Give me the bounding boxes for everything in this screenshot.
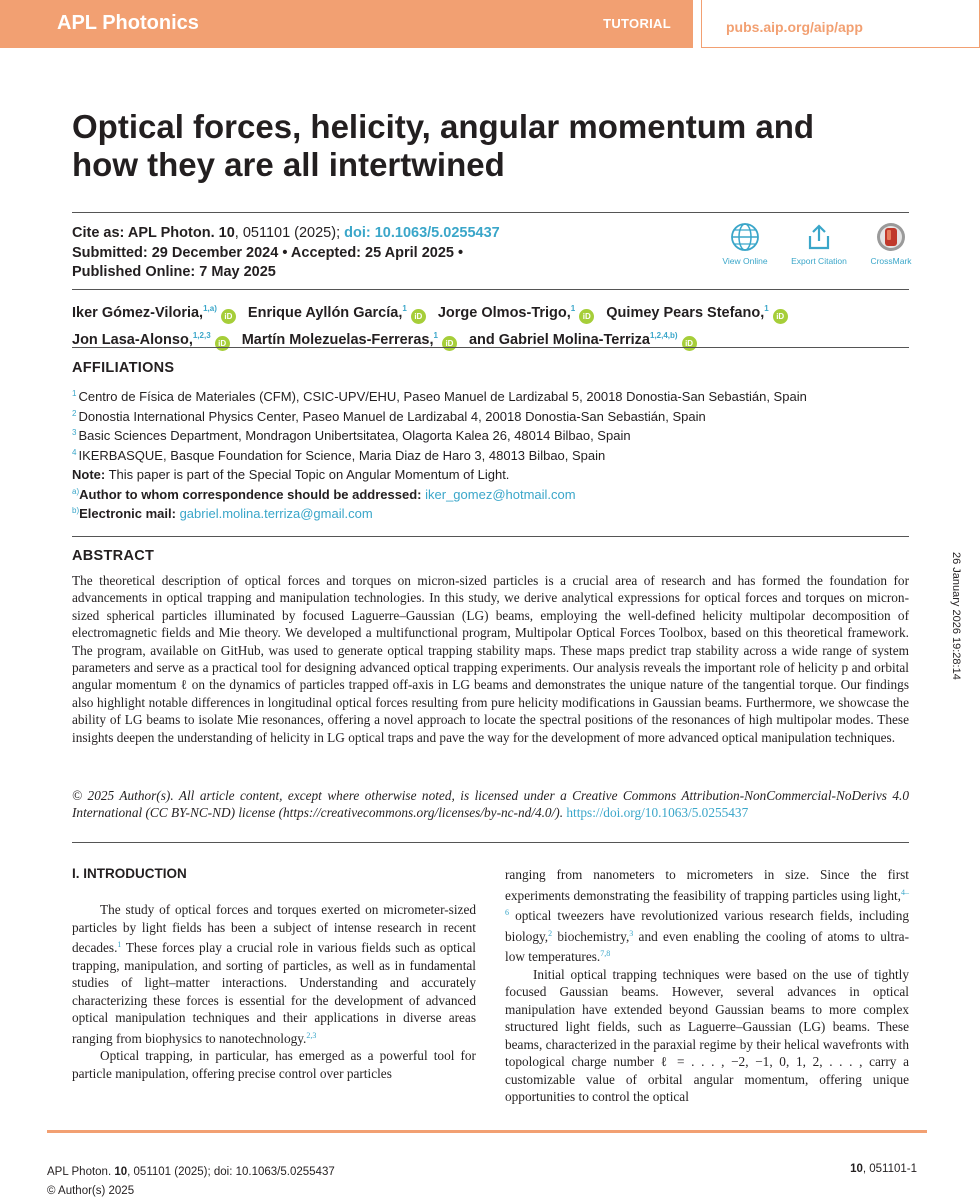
affiliation-text: Centro de Física de Materiales (CFM), CSIC-UPV/EHU, Paseo Manuel de Lardizabal 5, 20018 Donostia-San Sebastián, Spain	[78, 389, 807, 404]
orcid-icon[interactable]: iD	[682, 336, 697, 351]
paragraph	[72, 901, 476, 1047]
affiliation-item	[72, 386, 909, 406]
paragraph: Optical trapping, in particular, has emerged as a powerful tool for particle manipulation, offering precise control over particles	[72, 1048, 476, 1081]
author-affiliation-sup: 1,a)	[203, 304, 217, 313]
footer-page-volume: 10	[850, 1163, 863, 1175]
license-statement	[72, 787, 909, 822]
author-name[interactable]: Quimey Pears Stefano,	[606, 305, 765, 321]
dates-line-1: Submitted: 29 December 2024 • Accepted: 25 April 2025 •	[72, 244, 464, 261]
affiliation-text: Basic Sciences Department, Mondragon Unibertsitatea, Olagorta Kalea 26, 48014 Bilbao, Spain	[78, 428, 631, 444]
dates-line-2: Published Online: 7 May 2025	[72, 264, 276, 280]
orcid-icon[interactable]: iD	[215, 336, 230, 351]
author	[72, 305, 236, 321]
footer-citation-b: , 051101 (2025); doi: 10.1063/5.0255437	[127, 1166, 335, 1178]
orcid-icon[interactable]: iD	[442, 336, 457, 351]
author-name[interactable]: Iker Gómez-Viloria,	[72, 305, 204, 321]
special-topic-note	[72, 467, 909, 484]
author-name[interactable]: and Gabriel Molina-Terriza	[468, 331, 650, 348]
paragraph-text: optical tweezers have revolutionized various research fields, including biology,	[505, 908, 909, 944]
paragraph-text: biochemistry,	[552, 928, 630, 944]
author	[606, 305, 787, 321]
cite-rest: , 051101 (2025);	[234, 225, 345, 241]
divider	[72, 289, 909, 290]
globe-icon	[730, 222, 760, 252]
author	[469, 332, 697, 348]
journal-name[interactable]: APL Photonics	[57, 12, 199, 34]
section-heading: I. INTRODUCTION	[72, 866, 187, 881]
download-date-stamp: 26 January 2026 19:28:14	[950, 552, 962, 680]
paragraph-text: The study of optical forces and torques exerted on micrometer-sized particles by light fields has been a subject of intense research in recent decades.	[72, 902, 476, 955]
affiliation-item	[72, 406, 909, 426]
footer-citation-a: APL Photon.	[47, 1166, 115, 1178]
paragraph-text: ranging from nanometers to micrometers in size. Since the first experiments demonstrating the feasibility of trapping particles using light,	[505, 867, 909, 903]
correspondence-sup: a)	[72, 486, 80, 496]
divider	[72, 536, 909, 537]
correspondence-label: Author to whom correspondence should be addressed:	[79, 486, 422, 502]
author-affiliation-sup: 1,2,3	[192, 330, 211, 340]
author-affiliation-sup: 1,2,4,b)	[650, 330, 678, 340]
crossmark-icon	[876, 222, 906, 252]
footer-rule	[47, 1130, 927, 1133]
abstract-heading: ABSTRACT	[72, 548, 155, 564]
affiliation-item	[72, 425, 909, 445]
view-online-button[interactable]	[710, 222, 780, 266]
author	[248, 305, 426, 321]
reference-link[interactable]: 3	[629, 928, 634, 938]
author	[242, 332, 457, 348]
cite-label: Cite as: APL Photon.	[72, 225, 219, 241]
journal-url-link[interactable]: pubs.aip.org/aip/app	[726, 19, 863, 35]
author-affiliation-sup: 1	[764, 304, 769, 313]
footer-citation-volume: 10	[114, 1166, 128, 1178]
correspondence-note	[72, 484, 909, 504]
footer-page-num: , 051101-1	[862, 1163, 917, 1175]
affiliation-item	[72, 445, 909, 465]
affiliation-text: IKERBASQUE, Basque Foundation for Science, Maria Diaz de Haro 3, 48013 Bilbao, Spain	[78, 447, 606, 463]
author	[438, 305, 594, 321]
affiliations-heading: AFFILIATIONS	[72, 360, 175, 376]
author-affiliation-sup: 1	[570, 304, 576, 313]
orcid-icon[interactable]: iD	[579, 309, 594, 324]
affiliation-text: Donostia International Physics Center, Paseo Manuel de Lardizabal 4, 20018 Donostia-San Sebastián, Spain	[78, 408, 706, 424]
license-text: © 2025 Author(s). All article content, except where otherwise noted, is licensed under a Creative Commons Attribution-NonCommercial-NoDerivs 4.0 International (CC BY-NC-ND) license (https://creativecommons.org/licenses/by-nc-nd/4.0/).	[72, 788, 909, 821]
body-column-left	[72, 901, 476, 1082]
article-type-label: TUTORIAL	[603, 16, 671, 31]
doi-link[interactable]: doi: 10.1063/5.0255437	[344, 225, 500, 241]
cite-volume: 10	[218, 225, 235, 241]
crossmark-label: CrossMark	[870, 256, 912, 266]
author-name[interactable]: Jorge Olmos-Trigo,	[437, 305, 571, 321]
reference-link[interactable]: 7,8	[600, 949, 611, 958]
footer-page-number	[850, 1163, 917, 1175]
orcid-icon[interactable]: iD	[773, 309, 788, 324]
affiliations-list	[72, 386, 909, 464]
affiliation-number: 1	[72, 389, 77, 398]
email-sup: b)	[72, 506, 80, 515]
paragraph-text: and even enabling the cooling of atoms to ultra-low temperatures.	[505, 928, 909, 964]
footer-citation	[47, 1163, 335, 1201]
email-label: Electronic mail:	[79, 506, 176, 521]
paragraph	[505, 866, 909, 966]
abstract-text: The theoretical description of optical forces and torques on micron-sized particles is a crucial area of research and has formed the foundation for advancements in optical trapping and manipulation technologies. In this study, we derive analytical expressions for optical forces and torques on micron-sized spherical particles illuminated by focused Laguerre–Gaussian (LG) beams, employing the well-defined helicity multipolar decomposition of electromagnetic fields and Mie theory. We developed a multifunctional program, Multipolar Optical Forces Toolbox, based on this theoretical framework. The program, available on GitHub, was used to generate optical trapping stability maps. These maps predict trap stability across a wide range of system parameters and serve as a practical tool for designing advanced optical trapping experiments. Our analysis reveals the important role of helicity p and orbital angular momentum ℓ on the dynamics of particles trapped off-axis in LG beams and demonstrates the unique nature of the tangential torque. Our findings also highlight notable differences in longitudinal optical forces resulting from pure helicity modifications in Gaussian beams. Furthermore, we showcase the ability of LG beams to isolate Mie resonances, offering a novel approach to locate the spectral positions of the resonances of high multipolar modes. These insights deepen the understanding of helicity in LG optical traps and pave the way for the development of more advanced optical manipulation techniques.	[72, 573, 909, 745]
electronic-mail-note	[72, 503, 909, 523]
author	[72, 332, 230, 348]
export-citation-label: Export Citation	[791, 256, 847, 266]
orcid-icon[interactable]: iD	[411, 309, 426, 324]
journal-header-bar	[0, 0, 693, 48]
electronic-mail-link[interactable]: gabriel.molina.terriza@gmail.com	[179, 506, 373, 521]
author-notes	[72, 467, 909, 523]
article-title: Optical forces, helicity, angular momentum and how they are all intertwined	[72, 108, 815, 183]
orcid-icon[interactable]: iD	[221, 309, 236, 324]
view-online-label: View Online	[722, 256, 768, 266]
export-icon	[804, 222, 834, 252]
citation-block	[72, 224, 612, 283]
footer-copyright: © Author(s) 2025	[47, 1185, 135, 1197]
affiliation-number: 2	[72, 408, 77, 418]
note-text: This paper is part of the Special Topic on Angular Momentum of Light.	[105, 467, 510, 482]
reference-link[interactable]: 2	[548, 928, 553, 938]
paragraph-text: These forces play a crucial role in various fields such as optical trapping, manipulation, and sorting of particles, as well as in fundamental studies of light–matter interactions. Understanding and accurately characterizing these forces is essential for the development of advanced optical manipulation techniques and their applications in diverse areas ranging from biophysics to nanotechnology.	[72, 940, 476, 1046]
author-affiliation-sup: 1	[433, 330, 438, 340]
reference-link[interactable]: 2,3	[306, 1030, 317, 1040]
affiliation-number: 3	[72, 428, 77, 438]
crossmark-button[interactable]	[856, 222, 926, 266]
doi-url-link[interactable]: https://doi.org/10.1063/5.0255437	[566, 805, 749, 821]
paragraph: Initial optical trapping techniques were based on the use of tightly focused Gaussian beams. However, several advances in optical manipulation have extended beyond Gaussian beams to more complex structured light fields, such as Laguerre–Gaussian (LG) beams. These beams, characterized in the paraxial regime by their helical wavefronts with topological charge number ℓ = . . . , −2, −1, 0, 1, 2, . . . , carry a customizable value of orbital angular momentum, offering unique opportunities to control the optical	[505, 966, 909, 1104]
author-name[interactable]: Jon Lasa-Alonso,	[72, 331, 193, 348]
author-name[interactable]: Martín Molezuelas-Ferreras,	[241, 331, 434, 348]
affiliation-number: 4	[72, 447, 77, 457]
author-name[interactable]: Enrique Ayllón García,	[247, 305, 403, 321]
author-affiliation-sup: 1	[402, 304, 407, 313]
export-citation-button[interactable]	[784, 222, 854, 266]
note-label: Note:	[72, 467, 106, 482]
correspondence-email-link[interactable]: iker_gomez@hotmail.com	[425, 486, 576, 502]
author-list	[72, 298, 909, 351]
reference-link[interactable]: 4–6	[505, 887, 909, 917]
journal-url-box	[701, 0, 980, 48]
divider	[72, 212, 909, 213]
reference-link[interactable]: 1	[117, 940, 122, 949]
divider	[72, 842, 909, 843]
body-column-right	[505, 866, 909, 1106]
divider	[72, 347, 909, 348]
